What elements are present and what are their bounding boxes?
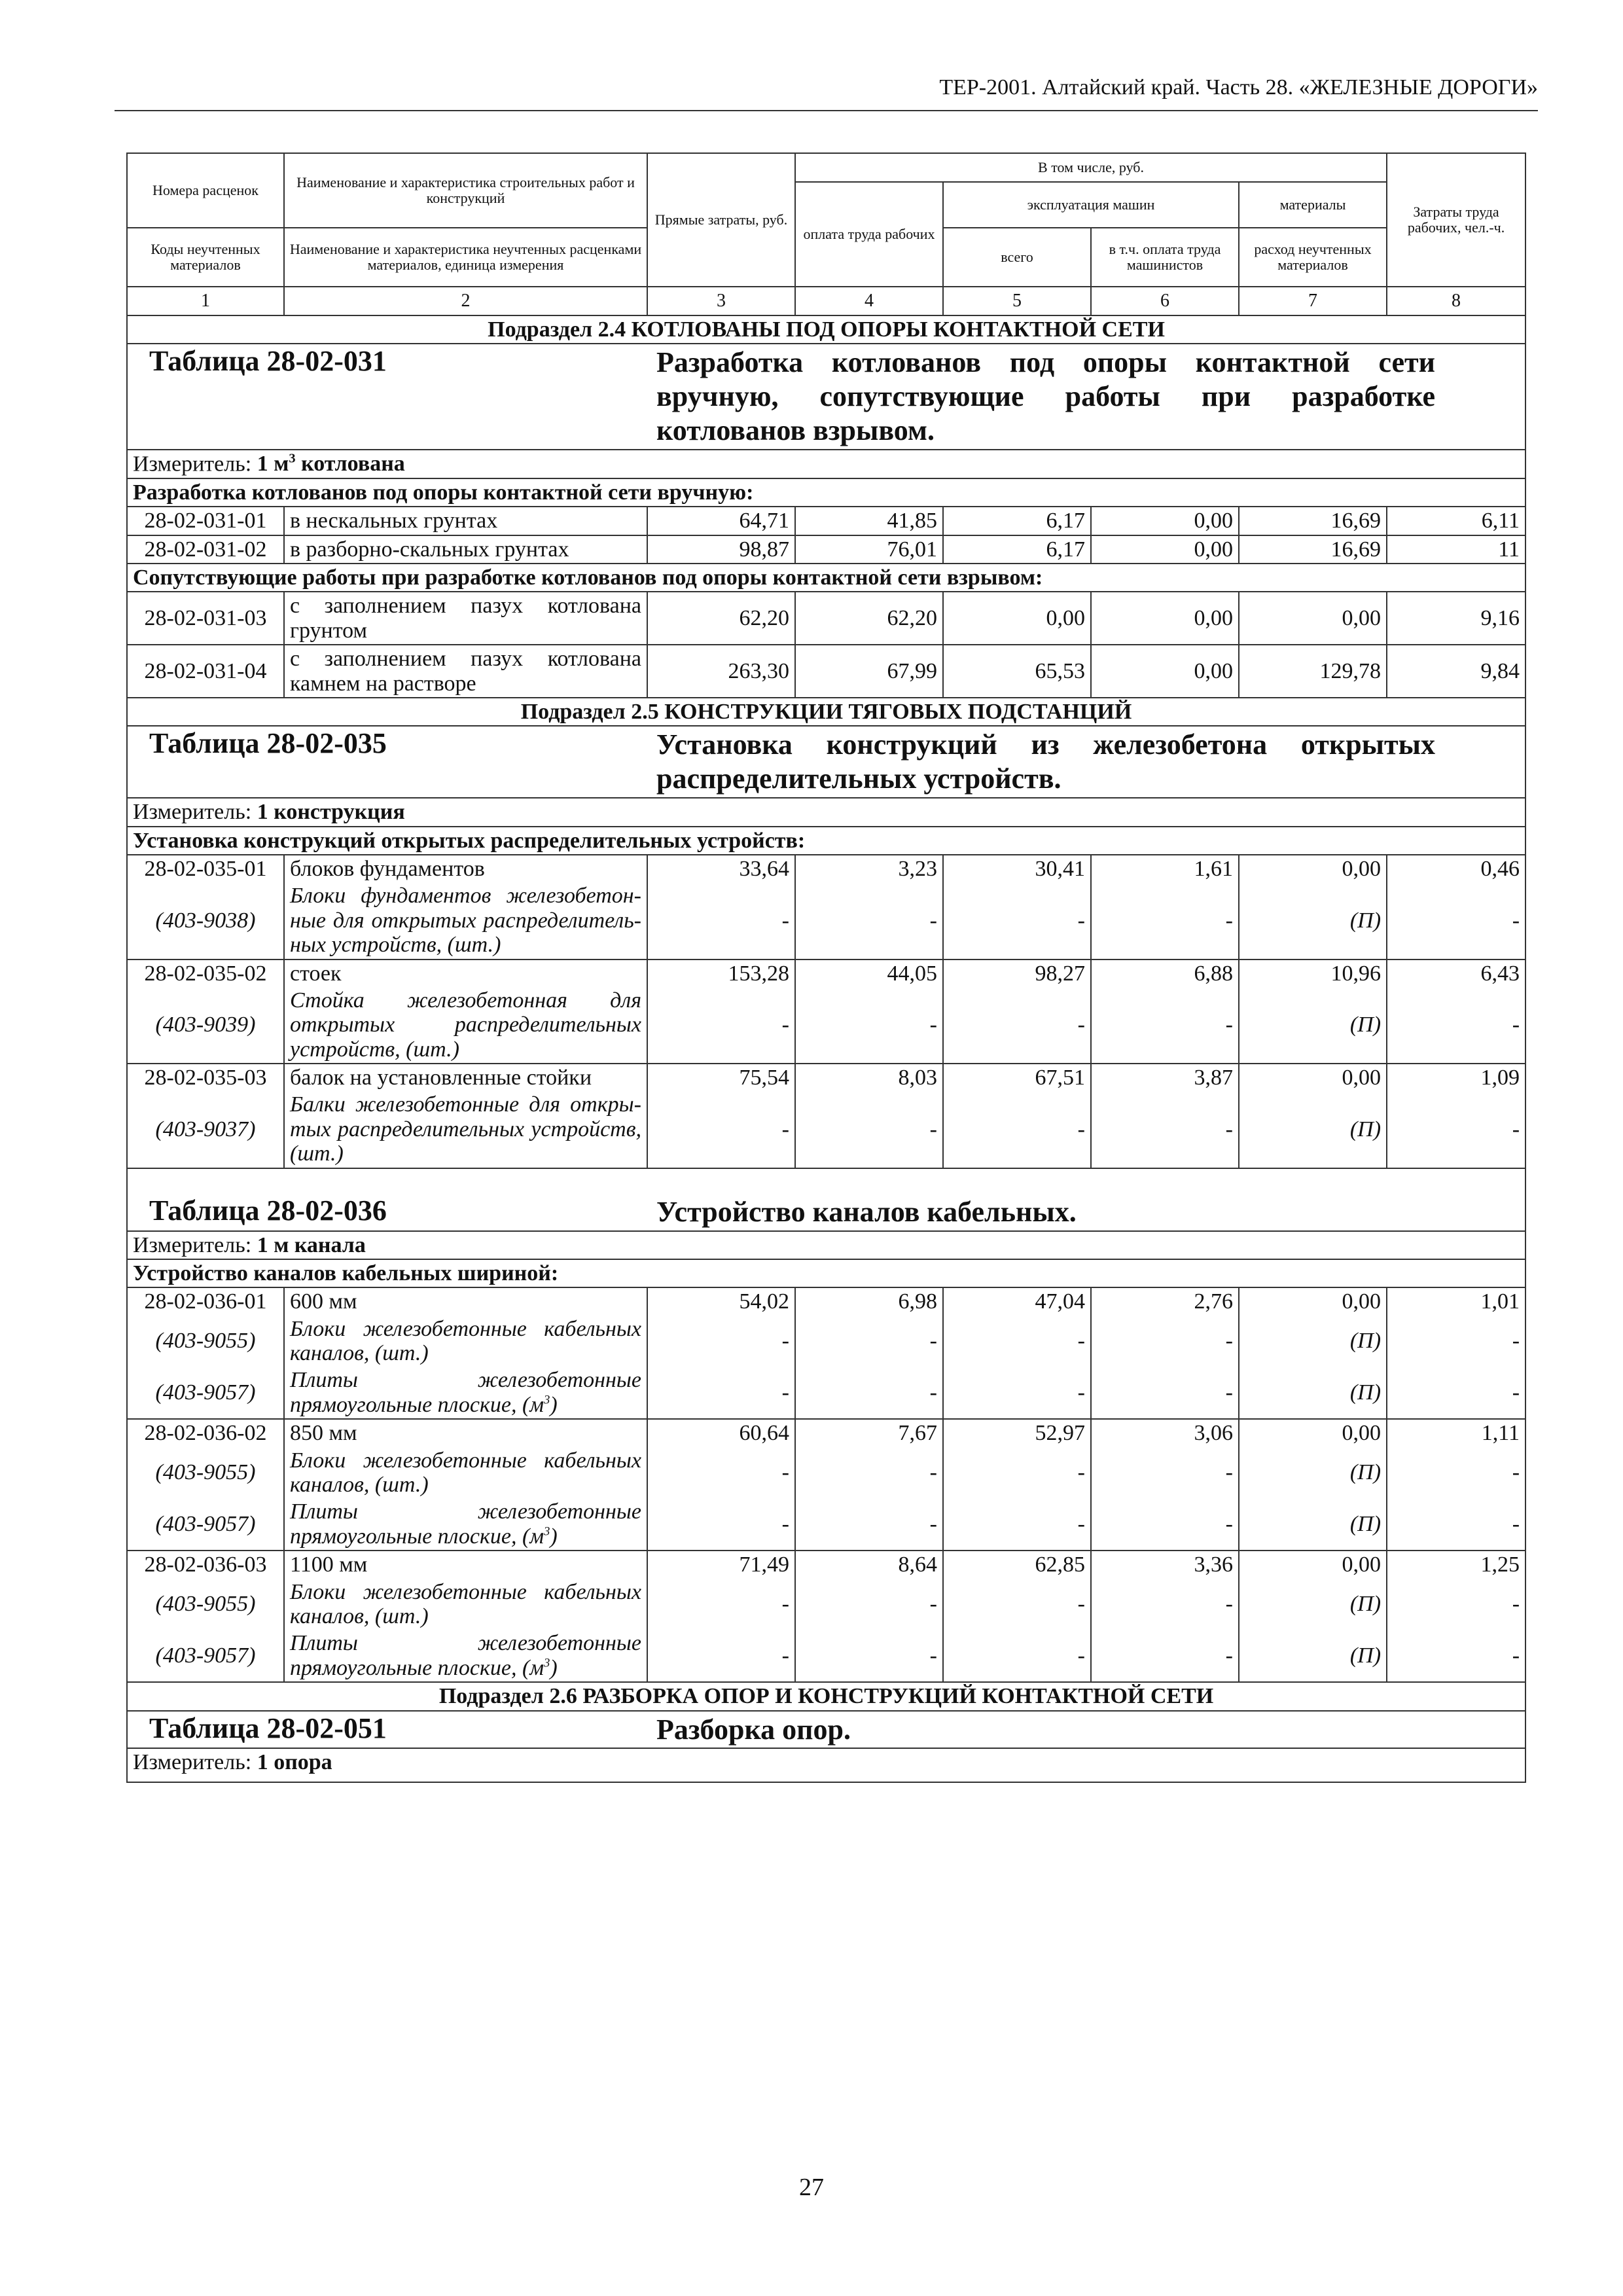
- col-materials: материалы: [1239, 182, 1387, 228]
- material-desc-tail: ): [550, 1655, 558, 1680]
- dash-cell: -: [1387, 1498, 1525, 1551]
- value-cell: 6,17: [943, 535, 1091, 564]
- meter-value: 1 м: [257, 452, 289, 476]
- dash-cell: -: [1387, 1367, 1525, 1419]
- dash-cell: -: [943, 1367, 1091, 1419]
- dash-cell: -: [943, 1316, 1091, 1367]
- mark-cell: (П): [1239, 1579, 1387, 1630]
- dash-cell: -: [943, 1630, 1091, 1682]
- work-name: с заполнением пазух котлована грунтом: [284, 592, 647, 645]
- mark-cell: (П): [1239, 1091, 1387, 1168]
- meter-value: 1 опора: [257, 1750, 332, 1775]
- material-desc: Блоки железобетонные кабельных каналов, (шт.): [284, 1316, 647, 1367]
- table-heading-row: [127, 1711, 1525, 1749]
- material-row: [127, 1316, 1525, 1367]
- col-num: 2: [284, 287, 647, 315]
- material-code: (403-9038): [127, 882, 284, 959]
- page-number: 27: [799, 2174, 824, 2201]
- material-desc-text: Плиты железобетонные прямоугольные плоские, (м: [290, 1631, 641, 1680]
- value-cell: 0,00: [1239, 1551, 1387, 1578]
- value-cell: 62,20: [795, 592, 943, 645]
- material-row: [127, 882, 1525, 959]
- section-title-row: [127, 315, 1525, 344]
- value-cell: 1,01: [1387, 1287, 1525, 1315]
- subcaption: Сопутствующие работы при разработке котлованов под опоры контактной сети взрывом:: [127, 564, 1525, 592]
- material-desc-text: Плиты железобетонные прямоугольные плоские, (м: [290, 1368, 641, 1417]
- table-row: [127, 1287, 1525, 1315]
- value-cell: 75,54: [647, 1064, 795, 1091]
- value-cell: 60,64: [647, 1419, 795, 1446]
- value-cell: 263,30: [647, 645, 795, 698]
- work-name: 850 мм: [284, 1419, 647, 1446]
- work-name: 600 мм: [284, 1287, 647, 1315]
- value-cell: 6,17: [943, 507, 1091, 535]
- value-cell: 3,23: [795, 855, 943, 882]
- value-cell: 0,00: [943, 592, 1091, 645]
- material-desc: Блоки железобетонные кабельных каналов, (шт.): [284, 1579, 647, 1630]
- mark-cell: (П): [1239, 1447, 1387, 1499]
- subcaption-row: [127, 564, 1525, 592]
- col-material-name: Наименование и характеристика неучтенных расценками материалов, единица измерения: [284, 228, 647, 287]
- value-cell: 76,01: [795, 535, 943, 564]
- table-row: [127, 855, 1525, 882]
- table-number: Таблица 28-02-051: [149, 1712, 387, 1744]
- value-cell: 0,00: [1091, 507, 1239, 535]
- dash-cell: -: [943, 1498, 1091, 1551]
- mark-cell: (П): [1239, 882, 1387, 959]
- value-cell: 8,03: [795, 1064, 943, 1091]
- col-num: 7: [1239, 287, 1387, 315]
- material-row: [127, 987, 1525, 1064]
- meter-value: 1 конструкция: [257, 800, 405, 825]
- rate-code: 28-02-031-02: [127, 535, 284, 564]
- work-name: в нескальных грунтах: [284, 507, 647, 535]
- dash-cell: -: [647, 1316, 795, 1367]
- value-cell: 0,00: [1239, 1287, 1387, 1315]
- meter-value: 1 м канала: [257, 1232, 366, 1257]
- col-direct-costs: Прямые затраты, руб.: [647, 153, 795, 287]
- meter-row: [127, 1748, 1525, 1782]
- running-title: ТЕР-2001. Алтайский край. Часть 28. «ЖЕЛЕЗНЫЕ ДОРОГИ»: [939, 75, 1538, 99]
- dash-cell: -: [795, 1498, 943, 1551]
- work-name: стоек: [284, 960, 647, 987]
- meter-row: [127, 450, 1525, 478]
- table-heading-row: [127, 726, 1525, 798]
- meter-label: Измеритель:: [133, 800, 252, 825]
- value-cell: 3,06: [1091, 1419, 1239, 1446]
- value-cell: 0,00: [1091, 645, 1239, 698]
- dash-cell: -: [1387, 1316, 1525, 1367]
- col-rate-numbers: Номера расценок: [127, 153, 284, 228]
- col-machine-op: эксплуатация машин: [943, 182, 1239, 228]
- dash-cell: -: [943, 882, 1091, 959]
- work-name: 1100 мм: [284, 1551, 647, 1578]
- meter-sup: 3: [289, 452, 296, 467]
- material-desc: [284, 1367, 647, 1419]
- rate-code: 28-02-036-02: [127, 1419, 284, 1446]
- value-cell: 1,25: [1387, 1551, 1525, 1578]
- value-cell: 44,05: [795, 960, 943, 987]
- table-title: Разборка опор.: [656, 1713, 851, 1746]
- column-numbers-row: [127, 287, 1525, 315]
- rate-code: 28-02-036-03: [127, 1551, 284, 1578]
- mark-cell: (П): [1239, 987, 1387, 1064]
- value-cell: 11: [1387, 535, 1525, 564]
- meter-row: [127, 798, 1525, 826]
- value-cell: 153,28: [647, 960, 795, 987]
- meter-label: Измеритель:: [133, 1232, 252, 1257]
- rate-code: 28-02-031-03: [127, 592, 284, 645]
- value-cell: 129,78: [1239, 645, 1387, 698]
- value-cell: 3,87: [1091, 1064, 1239, 1091]
- material-row: [127, 1630, 1525, 1682]
- material-code: (403-9055): [127, 1579, 284, 1630]
- value-cell: 2,76: [1091, 1287, 1239, 1315]
- rates-table: [126, 152, 1526, 1783]
- material-desc: [284, 1630, 647, 1682]
- table-row: [127, 535, 1525, 564]
- dash-cell: -: [1387, 987, 1525, 1064]
- value-cell: 54,02: [647, 1287, 795, 1315]
- value-cell: 0,00: [1239, 1419, 1387, 1446]
- value-cell: 16,69: [1239, 507, 1387, 535]
- material-code: (403-9057): [127, 1498, 284, 1551]
- dash-cell: -: [1091, 1498, 1239, 1551]
- value-cell: 8,64: [795, 1551, 943, 1578]
- dash-cell: -: [1387, 1447, 1525, 1499]
- col-labor-costs: Затраты труда рабочих, чел.-ч.: [1387, 153, 1525, 287]
- meter-label: Измеритель:: [133, 452, 252, 476]
- value-cell: 67,51: [943, 1064, 1091, 1091]
- rate-code: 28-02-031-04: [127, 645, 284, 698]
- value-cell: 3,36: [1091, 1551, 1239, 1578]
- dash-cell: -: [795, 1579, 943, 1630]
- col-machinist-pay: в т.ч. оплата труда машинистов: [1091, 228, 1239, 287]
- material-desc-tail: ): [550, 1524, 558, 1549]
- material-code: (403-9037): [127, 1091, 284, 1168]
- running-head: [115, 71, 1538, 111]
- col-num: 5: [943, 287, 1091, 315]
- rate-code: 28-02-031-01: [127, 507, 284, 535]
- value-cell: 0,00: [1091, 592, 1239, 645]
- value-cell: 98,87: [647, 535, 795, 564]
- dash-cell: -: [647, 1091, 795, 1168]
- dash-cell: -: [1091, 882, 1239, 959]
- dash-cell: -: [1091, 1447, 1239, 1499]
- material-desc-sup: 3: [544, 1656, 550, 1670]
- value-cell: 6,11: [1387, 507, 1525, 535]
- meter-value-tail: котлована: [295, 452, 405, 476]
- col-work-name: Наименование и характеристика строительных работ и конструкций: [284, 153, 647, 228]
- table-heading-row: [127, 1168, 1525, 1231]
- col-num: 1: [127, 287, 284, 315]
- value-cell: 98,27: [943, 960, 1091, 987]
- section-title: Подраздел 2.4 КОТЛОВАНЫ ПОД ОПОРЫ КОНТАКТНОЙ СЕТИ: [127, 315, 1525, 344]
- dash-cell: -: [1387, 882, 1525, 959]
- mark-cell: (П): [1239, 1367, 1387, 1419]
- value-cell: 1,11: [1387, 1419, 1525, 1446]
- dash-cell: -: [795, 882, 943, 959]
- value-cell: 9,84: [1387, 645, 1525, 698]
- value-cell: 62,85: [943, 1551, 1091, 1578]
- material-desc: Блоки железобетонные кабельных каналов, (шт.): [284, 1447, 647, 1499]
- table-number: Таблица 28-02-031: [149, 345, 387, 378]
- dash-cell: -: [795, 1447, 943, 1499]
- col-num: 8: [1387, 287, 1525, 315]
- material-row: [127, 1367, 1525, 1419]
- dash-cell: -: [1387, 1630, 1525, 1682]
- col-labor-pay: оплата труда рабочих: [795, 182, 943, 287]
- col-num: 3: [647, 287, 795, 315]
- subcaption-row: [127, 478, 1525, 507]
- dash-cell: -: [647, 1579, 795, 1630]
- value-cell: 6,43: [1387, 960, 1525, 987]
- work-name: балок на установленные стойки: [284, 1064, 647, 1091]
- value-cell: 52,97: [943, 1419, 1091, 1446]
- material-desc-sup: 3: [544, 1393, 550, 1407]
- table-row: [127, 645, 1525, 698]
- value-cell: 9,16: [1387, 592, 1525, 645]
- dash-cell: -: [1091, 1367, 1239, 1419]
- table-title: Разработка котлованов под опоры контактной сети вручную, сопутствующие работы при разработке котлованов взрывом.: [656, 346, 1435, 447]
- meter-label: Измеритель:: [133, 1750, 252, 1775]
- material-code: (403-9057): [127, 1630, 284, 1682]
- work-name: с заполнением пазух котлована камнем на растворе: [284, 645, 647, 698]
- value-cell: 10,96: [1239, 960, 1387, 987]
- dash-cell: -: [795, 1367, 943, 1419]
- meter-row: [127, 1231, 1525, 1259]
- table-title: Установка конструкций из железобетона открытых распределительных устройств.: [656, 728, 1435, 795]
- material-row: [127, 1579, 1525, 1630]
- subcaption-row: [127, 1259, 1525, 1287]
- dash-cell: -: [943, 1579, 1091, 1630]
- col-total: всего: [943, 228, 1091, 287]
- value-cell: 0,00: [1239, 592, 1387, 645]
- material-desc-text: Плиты железобетонные прямоугольные плоские, (м: [290, 1499, 641, 1549]
- dash-cell: -: [647, 987, 795, 1064]
- subcaption: Устройство каналов кабельных шириной:: [127, 1259, 1525, 1287]
- value-cell: 62,20: [647, 592, 795, 645]
- material-code: (403-9055): [127, 1447, 284, 1499]
- table-row: [127, 960, 1525, 987]
- rate-code: 28-02-035-02: [127, 960, 284, 987]
- dash-cell: -: [795, 1316, 943, 1367]
- value-cell: 33,64: [647, 855, 795, 882]
- material-desc: Балки железобетонные для открытых распределительных устройств, (шт.): [284, 1091, 647, 1168]
- mark-cell: (П): [1239, 1630, 1387, 1682]
- section-title: Подраздел 2.5 КОНСТРУКЦИИ ТЯГОВЫХ ПОДСТАНЦИЙ: [127, 698, 1525, 726]
- col-including: В том числе, руб.: [795, 153, 1387, 182]
- value-cell: 30,41: [943, 855, 1091, 882]
- dash-cell: -: [1091, 1579, 1239, 1630]
- dash-cell: -: [943, 987, 1091, 1064]
- dash-cell: -: [943, 1091, 1091, 1168]
- material-row: [127, 1498, 1525, 1551]
- value-cell: 67,99: [795, 645, 943, 698]
- value-cell: 0,46: [1387, 855, 1525, 882]
- dash-cell: -: [1091, 1630, 1239, 1682]
- value-cell: 65,53: [943, 645, 1091, 698]
- material-desc-tail: ): [550, 1392, 558, 1417]
- section-title-row: [127, 1682, 1525, 1710]
- value-cell: 0,00: [1239, 1064, 1387, 1091]
- section-title: Подраздел 2.6 РАЗБОРКА ОПОР И КОНСТРУКЦИЙ КОНТАКТНОЙ СЕТИ: [127, 1682, 1525, 1710]
- table-heading-row: [127, 344, 1525, 450]
- material-code: (403-9055): [127, 1316, 284, 1367]
- rate-code: 28-02-035-03: [127, 1064, 284, 1091]
- material-desc-sup: 3: [544, 1524, 550, 1539]
- value-cell: 6,98: [795, 1287, 943, 1315]
- dash-cell: -: [647, 1630, 795, 1682]
- work-name: в разборно-скальных грунтах: [284, 535, 647, 564]
- material-code: (403-9039): [127, 987, 284, 1064]
- value-cell: 1,09: [1387, 1064, 1525, 1091]
- value-cell: 0,00: [1239, 855, 1387, 882]
- work-name: блоков фундаментов: [284, 855, 647, 882]
- col-num: 6: [1091, 287, 1239, 315]
- dash-cell: -: [647, 1498, 795, 1551]
- dash-cell: -: [1091, 1316, 1239, 1367]
- value-cell: 41,85: [795, 507, 943, 535]
- table-row: [127, 507, 1525, 535]
- rate-code: 28-02-036-01: [127, 1287, 284, 1315]
- material-row: [127, 1447, 1525, 1499]
- col-num: 4: [795, 287, 943, 315]
- table-number: Таблица 28-02-035: [149, 727, 387, 760]
- value-cell: 71,49: [647, 1551, 795, 1578]
- dash-cell: -: [795, 987, 943, 1064]
- value-cell: 1,61: [1091, 855, 1239, 882]
- value-cell: 0,00: [1091, 535, 1239, 564]
- table-row: [127, 1064, 1525, 1091]
- material-row: [127, 1091, 1525, 1168]
- mark-cell: (П): [1239, 1316, 1387, 1367]
- section-title-row: [127, 698, 1525, 726]
- subcaption-row: [127, 827, 1525, 855]
- dash-cell: -: [795, 1630, 943, 1682]
- col-material-codes: Коды неучтенных материалов: [127, 228, 284, 287]
- dash-cell: -: [795, 1091, 943, 1168]
- col-materials-unaccounted: расход неучтенных материалов: [1239, 228, 1387, 287]
- dash-cell: -: [1387, 1091, 1525, 1168]
- dash-cell: -: [647, 1367, 795, 1419]
- table-row: [127, 1551, 1525, 1578]
- value-cell: 64,71: [647, 507, 795, 535]
- dash-cell: -: [647, 882, 795, 959]
- table-number: Таблица 28-02-036: [149, 1194, 387, 1227]
- dash-cell: -: [1091, 1091, 1239, 1168]
- dash-cell: -: [1387, 1579, 1525, 1630]
- table-row: [127, 1419, 1525, 1446]
- value-cell: 16,69: [1239, 535, 1387, 564]
- subcaption: Установка конструкций открытых распределительных устройств:: [127, 827, 1525, 855]
- value-cell: 47,04: [943, 1287, 1091, 1315]
- dash-cell: -: [1091, 987, 1239, 1064]
- header-row-1: [127, 153, 1525, 182]
- value-cell: 7,67: [795, 1419, 943, 1446]
- dash-cell: -: [647, 1447, 795, 1499]
- table-row: [127, 592, 1525, 645]
- value-cell: 6,88: [1091, 960, 1239, 987]
- material-desc: Блоки фундаментов железобетонные для открытых распределительных устройств, (шт.): [284, 882, 647, 959]
- material-desc: Стойка железобетонная для открытых распределительных устройств, (шт.): [284, 987, 647, 1064]
- mark-cell: (П): [1239, 1498, 1387, 1551]
- dash-cell: -: [943, 1447, 1091, 1499]
- rate-code: 28-02-035-01: [127, 855, 284, 882]
- table-title: Устройство каналов кабельных.: [656, 1195, 1077, 1228]
- material-desc: [284, 1498, 647, 1551]
- subcaption: Разработка котлованов под опоры контактной сети вручную:: [127, 478, 1525, 507]
- material-code: (403-9057): [127, 1367, 284, 1419]
